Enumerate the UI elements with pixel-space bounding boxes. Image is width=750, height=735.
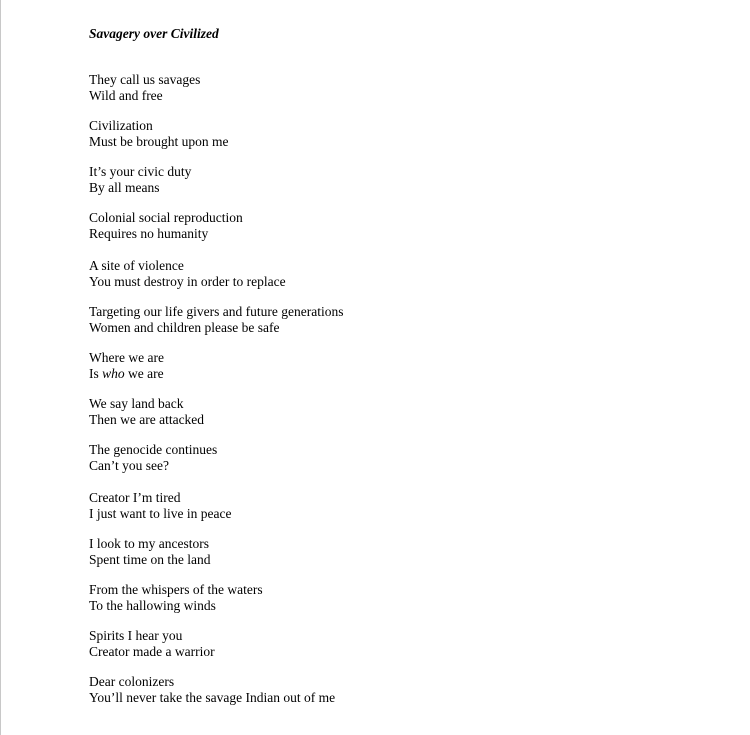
stanza-9 xyxy=(89,442,217,474)
poem-line: Dear colonizers xyxy=(89,674,175,689)
emphasized-word: who xyxy=(102,366,125,381)
poem-line: Must be brought upon me xyxy=(89,134,229,149)
stanza-2 xyxy=(89,118,229,150)
stanza-11 xyxy=(89,536,210,568)
poem-line: Civilization xyxy=(89,118,153,133)
poem-line: I just want to live in peace xyxy=(89,506,232,521)
poem-line: Requires no humanity xyxy=(89,226,209,241)
stanza-1 xyxy=(89,72,200,104)
stanza-8 xyxy=(89,396,204,428)
poem-line-suffix: we are xyxy=(124,366,164,381)
poem-line: I look to my ancestors xyxy=(89,536,209,551)
poem-line: By all means xyxy=(89,180,160,195)
poem-title: Savagery over Civilized xyxy=(89,26,219,41)
poem-line: To the hallowing winds xyxy=(89,598,216,613)
stanza-13 xyxy=(89,628,215,660)
poem-line: Then we are attacked xyxy=(89,412,205,427)
stanza-5 xyxy=(89,258,286,290)
stanza-10 xyxy=(89,490,231,522)
poem-line: Can’t you see? xyxy=(89,458,169,473)
stanza-12 xyxy=(89,582,263,614)
poem-line: Creator I’m tired xyxy=(89,490,181,505)
poem-line: Spent time on the land xyxy=(89,552,211,567)
page-edge-divider xyxy=(0,0,1,735)
poem-line: We say land back xyxy=(89,396,184,411)
poem-line: You must destroy in order to replace xyxy=(89,274,286,289)
stanza-4 xyxy=(89,210,243,242)
poem-line: Women and children please be safe xyxy=(89,320,280,335)
poem-line: From the whispers of the waters xyxy=(89,582,263,597)
poem-line: Creator made a warrior xyxy=(89,644,215,659)
poem-line: Wild and free xyxy=(89,88,163,103)
poem-line: It’s your civic duty xyxy=(89,164,192,179)
poem-line: Spirits I hear you xyxy=(89,628,183,643)
stanza-7 xyxy=(89,350,164,382)
poem-line: A site of violence xyxy=(89,258,184,273)
poem-line xyxy=(89,366,164,382)
poem-line-prefix: Is xyxy=(89,366,103,381)
poem-line: You’ll never take the savage Indian out of me xyxy=(89,690,336,705)
poem-line: Colonial social reproduction xyxy=(89,210,243,225)
stanza-14 xyxy=(89,674,335,706)
poem-line: Targeting our life givers and future generations xyxy=(89,304,344,319)
stanza-6 xyxy=(89,304,343,336)
poem-line: Where we are xyxy=(89,350,164,365)
stanza-3 xyxy=(89,164,191,196)
poem-line: The genocide continues xyxy=(89,442,218,457)
poem-line: They call us savages xyxy=(89,72,201,87)
